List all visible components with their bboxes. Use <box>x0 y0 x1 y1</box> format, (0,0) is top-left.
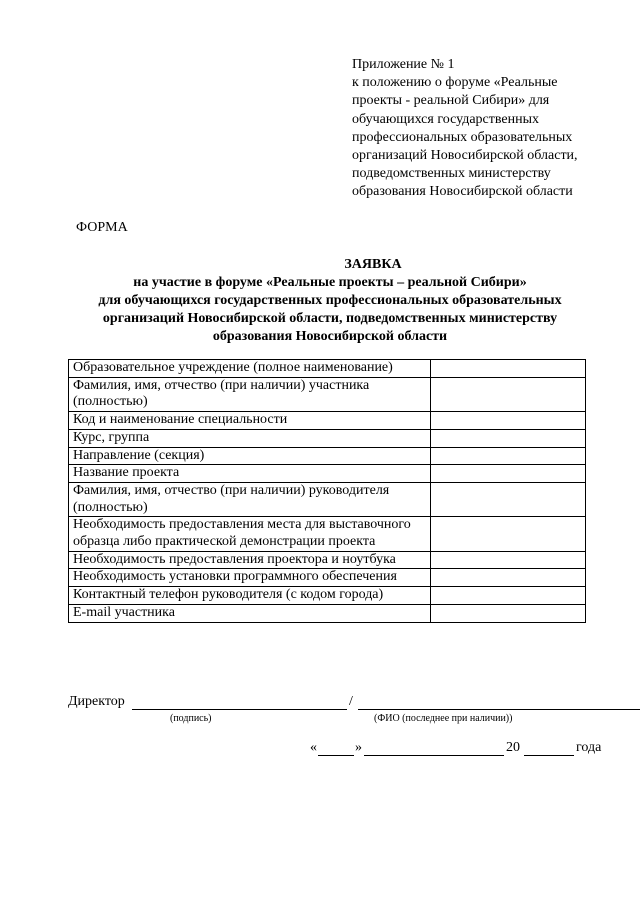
row-label: Необходимость предоставления проектора и ноутбука <box>69 551 431 569</box>
appendix-line: проекты - реальной Сибири» для <box>352 93 550 109</box>
appendix-line: Приложение № 1 <box>352 57 455 72</box>
row-label: Необходимость предоставления места для выставочного образца либо практической демонстрации проекта <box>69 517 431 551</box>
table-row <box>69 429 586 447</box>
table-row <box>69 587 586 605</box>
row-value-field[interactable] <box>431 517 586 551</box>
table-row <box>69 465 586 483</box>
row-label: Фамилия, имя, отчество (при наличии) участника (полностью) <box>69 377 431 411</box>
row-value-field[interactable] <box>431 604 586 622</box>
signature-line[interactable] <box>132 709 347 710</box>
date-row <box>310 740 610 762</box>
signature-row <box>68 694 598 716</box>
row-value-field[interactable] <box>431 429 586 447</box>
row-value-field[interactable] <box>431 482 586 516</box>
title-line: для обучающихся государственных профессиональных образовательных <box>98 293 562 308</box>
appendix-line: организаций Новосибирской области, <box>352 148 578 164</box>
appendix-line: профессиональных образовательных <box>352 129 573 145</box>
table-row <box>69 412 586 430</box>
table-row <box>69 551 586 569</box>
row-label: Образовательное учреждение (полное наименование) <box>69 360 431 378</box>
row-label: Курс, группа <box>69 429 431 447</box>
title-line: организаций Новосибирской области, подведомственных министерству <box>102 311 558 326</box>
date-close-quote: » <box>355 740 362 755</box>
row-label: Направление (секция) <box>69 447 431 465</box>
table-row <box>69 517 586 551</box>
month-line[interactable] <box>364 755 504 756</box>
row-value-field[interactable] <box>431 360 586 378</box>
table-row <box>69 447 586 465</box>
table-row <box>69 604 586 622</box>
table-row <box>69 482 586 516</box>
name-line[interactable] <box>358 709 640 710</box>
row-value-field[interactable] <box>431 412 586 430</box>
day-line[interactable] <box>318 755 354 756</box>
table-row <box>69 377 586 411</box>
title-line: ЗАЯВКА <box>344 257 402 272</box>
appendix-line: подведомственных министерству <box>352 166 551 182</box>
signature-separator: / <box>349 694 353 709</box>
appendix-line: образования Новосибирской области <box>352 184 573 200</box>
row-value-field[interactable] <box>431 465 586 483</box>
row-label: Фамилия, имя, отчество (при наличии) руководителя (полностью) <box>69 482 431 516</box>
document-title <box>60 256 600 346</box>
appendix-line: обучающихся государственных <box>352 111 540 127</box>
title-line: на участие в форуме «Реальные проекты – реальной Сибири» <box>133 275 527 290</box>
year-suffix: года <box>576 740 602 755</box>
row-value-field[interactable] <box>431 377 586 411</box>
row-label: Код и наименование специальности <box>69 412 431 430</box>
row-value-field[interactable] <box>431 551 586 569</box>
date-open-quote: « <box>310 740 317 755</box>
director-label: Директор <box>68 694 125 709</box>
row-label: E-mail участника <box>69 604 431 622</box>
table-row <box>69 569 586 587</box>
row-label: Название проекта <box>69 465 431 483</box>
row-value-field[interactable] <box>431 569 586 587</box>
table-row <box>69 360 586 378</box>
year-line[interactable] <box>524 755 574 756</box>
application-table <box>68 359 586 623</box>
appendix-line: к положению о форуме «Реальные <box>352 75 558 91</box>
row-value-field[interactable] <box>431 587 586 605</box>
row-value-field[interactable] <box>431 447 586 465</box>
form-label: ФОРМА <box>76 220 128 235</box>
signature-caption: (подпись) <box>170 713 212 724</box>
row-label: Контактный телефон руководителя (с кодом города) <box>69 587 431 605</box>
appendix-block <box>352 56 612 202</box>
row-label: Необходимость установки программного обеспечения <box>69 569 431 587</box>
year-prefix: 20 <box>506 740 520 755</box>
name-caption: (ФИО (последнее при наличии)) <box>374 713 513 724</box>
title-line: образования Новосибирской области <box>212 329 448 344</box>
